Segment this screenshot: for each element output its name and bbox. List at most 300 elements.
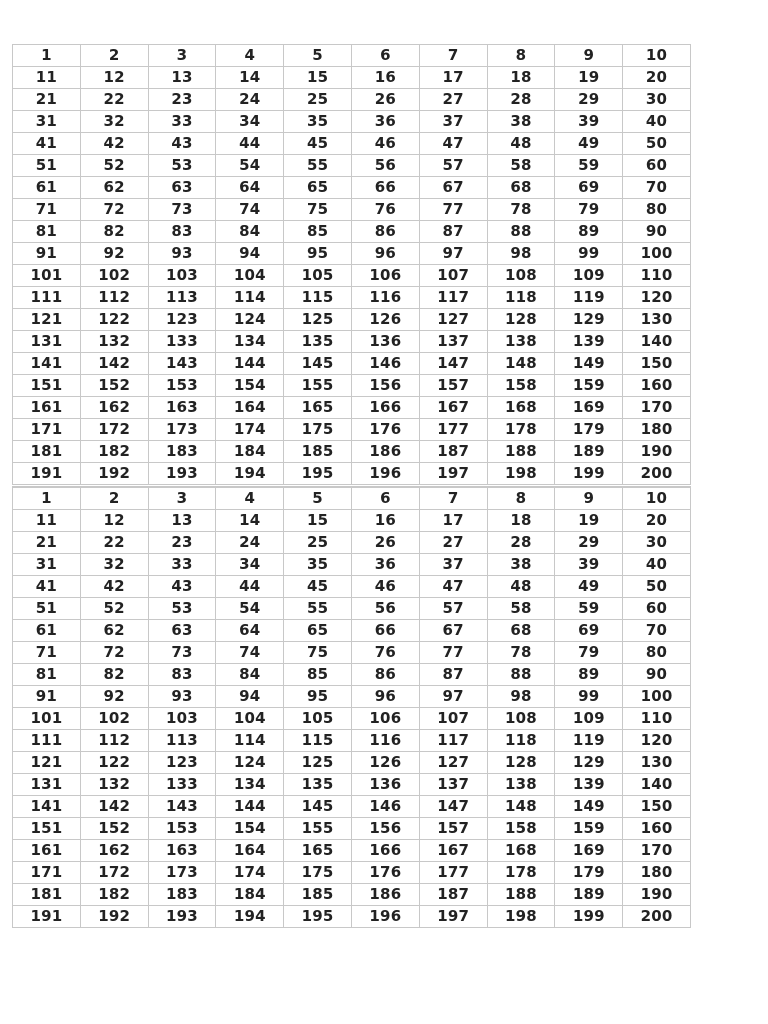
number-cell: 8 — [487, 487, 555, 510]
number-cell: 20 — [623, 67, 691, 89]
number-cell: 12 — [80, 67, 148, 89]
number-cell: 80 — [623, 642, 691, 664]
table-row — [13, 375, 691, 397]
number-cell: 40 — [623, 554, 691, 576]
table-row — [13, 708, 691, 730]
number-cell: 151 — [13, 375, 81, 397]
number-cell: 166 — [351, 840, 419, 862]
number-cell: 71 — [13, 199, 81, 221]
number-cell: 97 — [419, 686, 487, 708]
number-cell: 105 — [284, 708, 352, 730]
number-cell: 3 — [148, 487, 216, 510]
number-cell: 185 — [284, 441, 352, 463]
number-cell: 13 — [148, 510, 216, 532]
number-cell: 57 — [419, 598, 487, 620]
number-cell: 77 — [419, 642, 487, 664]
number-cell: 146 — [351, 353, 419, 375]
number-cell: 4 — [216, 487, 284, 510]
number-cell: 128 — [487, 309, 555, 331]
number-cell: 110 — [623, 265, 691, 287]
number-cell: 26 — [351, 532, 419, 554]
number-cell: 173 — [148, 419, 216, 441]
table-row — [13, 111, 691, 133]
number-cell: 163 — [148, 840, 216, 862]
number-cell: 86 — [351, 664, 419, 686]
table-row — [13, 664, 691, 686]
number-cell: 122 — [80, 752, 148, 774]
number-cell: 21 — [13, 89, 81, 111]
number-cell: 176 — [351, 419, 419, 441]
table-row — [13, 309, 691, 331]
number-cell: 42 — [80, 133, 148, 155]
number-cell: 186 — [351, 884, 419, 906]
number-cell: 176 — [351, 862, 419, 884]
number-cell: 60 — [623, 155, 691, 177]
number-cell: 71 — [13, 642, 81, 664]
number-cell: 162 — [80, 397, 148, 419]
number-cell: 134 — [216, 331, 284, 353]
number-cell: 9 — [555, 487, 623, 510]
number-cell: 108 — [487, 708, 555, 730]
number-cell: 182 — [80, 884, 148, 906]
number-cell: 11 — [13, 510, 81, 532]
number-cell: 95 — [284, 686, 352, 708]
number-cell: 31 — [13, 111, 81, 133]
number-cell: 40 — [623, 111, 691, 133]
number-cell: 29 — [555, 532, 623, 554]
number-cell: 22 — [80, 89, 148, 111]
number-cell: 33 — [148, 554, 216, 576]
number-cell: 137 — [419, 331, 487, 353]
number-cell: 26 — [351, 89, 419, 111]
number-cell: 15 — [284, 67, 352, 89]
number-cell: 60 — [623, 598, 691, 620]
number-cell: 110 — [623, 708, 691, 730]
number-cell: 53 — [148, 598, 216, 620]
number-cell: 131 — [13, 331, 81, 353]
number-cell: 7 — [419, 487, 487, 510]
number-cell: 24 — [216, 532, 284, 554]
number-cell: 75 — [284, 199, 352, 221]
number-cell: 80 — [623, 199, 691, 221]
number-cell: 138 — [487, 331, 555, 353]
number-cell: 47 — [419, 133, 487, 155]
number-cell: 123 — [148, 309, 216, 331]
number-cell: 193 — [148, 906, 216, 928]
number-cell: 61 — [13, 177, 81, 199]
number-cell: 10 — [623, 487, 691, 510]
number-cell: 52 — [80, 598, 148, 620]
number-cell: 39 — [555, 111, 623, 133]
number-cell: 46 — [351, 133, 419, 155]
number-cell: 119 — [555, 287, 623, 309]
number-cell: 85 — [284, 221, 352, 243]
number-cell: 17 — [419, 67, 487, 89]
number-cell: 48 — [487, 576, 555, 598]
number-cell: 78 — [487, 199, 555, 221]
number-cell: 49 — [555, 576, 623, 598]
number-cell: 54 — [216, 598, 284, 620]
number-cell: 92 — [80, 686, 148, 708]
number-cell: 115 — [284, 730, 352, 752]
number-cell: 177 — [419, 862, 487, 884]
table-row — [13, 331, 691, 353]
number-cell: 88 — [487, 664, 555, 686]
hundred-chart-table-1 — [12, 44, 691, 485]
table-row — [13, 287, 691, 309]
table-row — [13, 774, 691, 796]
number-cell: 175 — [284, 419, 352, 441]
number-cell: 188 — [487, 441, 555, 463]
number-cell: 90 — [623, 221, 691, 243]
number-cell: 84 — [216, 221, 284, 243]
table-row — [13, 199, 691, 221]
number-cell: 39 — [555, 554, 623, 576]
number-cell: 145 — [284, 353, 352, 375]
table-row — [13, 796, 691, 818]
number-cell: 111 — [13, 287, 81, 309]
table-row — [13, 67, 691, 89]
number-cell: 28 — [487, 532, 555, 554]
number-cell: 167 — [419, 397, 487, 419]
number-cell: 76 — [351, 642, 419, 664]
number-cell: 18 — [487, 510, 555, 532]
number-cell: 154 — [216, 818, 284, 840]
table-row — [13, 89, 691, 111]
number-cell: 43 — [148, 576, 216, 598]
number-cell: 121 — [13, 309, 81, 331]
number-cell: 24 — [216, 89, 284, 111]
number-cell: 113 — [148, 730, 216, 752]
number-cell: 186 — [351, 441, 419, 463]
number-cell: 96 — [351, 243, 419, 265]
number-cell: 70 — [623, 620, 691, 642]
table-row — [13, 397, 691, 419]
number-cell: 152 — [80, 375, 148, 397]
number-cell: 187 — [419, 441, 487, 463]
table-row — [13, 155, 691, 177]
number-cell: 9 — [555, 45, 623, 67]
number-cell: 65 — [284, 620, 352, 642]
number-cell: 83 — [148, 664, 216, 686]
number-cell: 149 — [555, 353, 623, 375]
number-cell: 83 — [148, 221, 216, 243]
number-cell: 129 — [555, 309, 623, 331]
number-cell: 165 — [284, 397, 352, 419]
number-cell: 67 — [419, 620, 487, 642]
number-cell: 117 — [419, 730, 487, 752]
number-cell: 64 — [216, 620, 284, 642]
number-cell: 4 — [216, 45, 284, 67]
number-cell: 132 — [80, 331, 148, 353]
number-cell: 22 — [80, 532, 148, 554]
number-cell: 120 — [623, 730, 691, 752]
number-cell: 94 — [216, 686, 284, 708]
number-cell: 196 — [351, 463, 419, 485]
number-cell: 66 — [351, 620, 419, 642]
number-cell: 143 — [148, 796, 216, 818]
number-cell: 200 — [623, 906, 691, 928]
number-cell: 157 — [419, 375, 487, 397]
table-row — [13, 906, 691, 928]
number-cell: 34 — [216, 111, 284, 133]
number-cell: 57 — [419, 155, 487, 177]
number-cell: 125 — [284, 309, 352, 331]
number-cell: 103 — [148, 265, 216, 287]
number-cell: 56 — [351, 598, 419, 620]
number-cell: 136 — [351, 774, 419, 796]
number-cell: 196 — [351, 906, 419, 928]
number-cell: 194 — [216, 463, 284, 485]
number-cell: 106 — [351, 265, 419, 287]
hundred-chart-table-2 — [12, 486, 691, 928]
number-cell: 33 — [148, 111, 216, 133]
number-cell: 65 — [284, 177, 352, 199]
number-cell: 173 — [148, 862, 216, 884]
number-cell: 84 — [216, 664, 284, 686]
number-cell: 79 — [555, 199, 623, 221]
table-row — [13, 620, 691, 642]
number-cell: 28 — [487, 89, 555, 111]
number-cell: 62 — [80, 620, 148, 642]
number-cell: 30 — [623, 89, 691, 111]
number-cell: 183 — [148, 441, 216, 463]
number-cell: 56 — [351, 155, 419, 177]
number-cell: 46 — [351, 576, 419, 598]
number-cell: 130 — [623, 752, 691, 774]
number-cell: 53 — [148, 155, 216, 177]
number-cell: 69 — [555, 620, 623, 642]
number-cell: 141 — [13, 796, 81, 818]
number-cell: 30 — [623, 532, 691, 554]
number-cell: 161 — [13, 840, 81, 862]
number-cell: 184 — [216, 884, 284, 906]
number-cell: 99 — [555, 686, 623, 708]
number-cell: 109 — [555, 708, 623, 730]
number-cell: 50 — [623, 576, 691, 598]
number-cell: 45 — [284, 576, 352, 598]
number-cell: 62 — [80, 177, 148, 199]
number-cell: 189 — [555, 441, 623, 463]
table-row — [13, 419, 691, 441]
number-cell: 126 — [351, 309, 419, 331]
number-cell: 108 — [487, 265, 555, 287]
table-row — [13, 133, 691, 155]
table-row — [13, 554, 691, 576]
number-cell: 89 — [555, 664, 623, 686]
number-cell: 148 — [487, 353, 555, 375]
number-cell: 17 — [419, 510, 487, 532]
number-cell: 5 — [284, 487, 352, 510]
number-cell: 34 — [216, 554, 284, 576]
number-cell: 154 — [216, 375, 284, 397]
number-cell: 112 — [80, 287, 148, 309]
number-cell: 64 — [216, 177, 284, 199]
number-cell: 183 — [148, 884, 216, 906]
number-cell: 171 — [13, 862, 81, 884]
number-cell: 38 — [487, 554, 555, 576]
number-cell: 101 — [13, 265, 81, 287]
number-cell: 36 — [351, 554, 419, 576]
number-cell: 32 — [80, 111, 148, 133]
number-cell: 103 — [148, 708, 216, 730]
table-row — [13, 243, 691, 265]
number-cell: 19 — [555, 67, 623, 89]
number-cell: 90 — [623, 664, 691, 686]
number-cell: 184 — [216, 441, 284, 463]
number-cell: 1 — [13, 45, 81, 67]
number-cell: 179 — [555, 419, 623, 441]
number-cell: 127 — [419, 752, 487, 774]
number-cell: 191 — [13, 906, 81, 928]
number-cell: 162 — [80, 840, 148, 862]
number-cell: 137 — [419, 774, 487, 796]
number-cell: 44 — [216, 133, 284, 155]
number-cell: 37 — [419, 111, 487, 133]
number-cell: 133 — [148, 331, 216, 353]
table-row — [13, 353, 691, 375]
number-cell: 136 — [351, 331, 419, 353]
number-cell: 78 — [487, 642, 555, 664]
number-cell: 190 — [623, 884, 691, 906]
number-cell: 200 — [623, 463, 691, 485]
number-cell: 171 — [13, 419, 81, 441]
number-cell: 179 — [555, 862, 623, 884]
number-cell: 159 — [555, 375, 623, 397]
number-cell: 148 — [487, 796, 555, 818]
number-cell: 198 — [487, 906, 555, 928]
number-cell: 82 — [80, 664, 148, 686]
number-cell: 13 — [148, 67, 216, 89]
number-cell: 181 — [13, 441, 81, 463]
number-cell: 158 — [487, 818, 555, 840]
number-cell: 146 — [351, 796, 419, 818]
number-cell: 87 — [419, 221, 487, 243]
number-cell: 109 — [555, 265, 623, 287]
number-cell: 151 — [13, 818, 81, 840]
number-cell: 152 — [80, 818, 148, 840]
number-cell: 199 — [555, 463, 623, 485]
number-cell: 66 — [351, 177, 419, 199]
number-cell: 193 — [148, 463, 216, 485]
table-row — [13, 642, 691, 664]
number-cell: 35 — [284, 554, 352, 576]
number-cell: 88 — [487, 221, 555, 243]
number-cell: 165 — [284, 840, 352, 862]
number-cell: 102 — [80, 265, 148, 287]
number-cell: 12 — [80, 510, 148, 532]
number-cell: 118 — [487, 287, 555, 309]
number-cell: 139 — [555, 331, 623, 353]
number-cell: 160 — [623, 818, 691, 840]
number-cell: 47 — [419, 576, 487, 598]
number-cell: 147 — [419, 796, 487, 818]
number-cell: 145 — [284, 796, 352, 818]
number-cell: 72 — [80, 642, 148, 664]
number-cell: 178 — [487, 862, 555, 884]
number-cell: 177 — [419, 419, 487, 441]
number-cell: 134 — [216, 774, 284, 796]
number-cell: 161 — [13, 397, 81, 419]
number-cell: 2 — [80, 487, 148, 510]
number-cell: 160 — [623, 375, 691, 397]
number-cell: 197 — [419, 906, 487, 928]
number-cell: 125 — [284, 752, 352, 774]
number-cell: 182 — [80, 441, 148, 463]
number-cell: 31 — [13, 554, 81, 576]
number-cell: 117 — [419, 287, 487, 309]
number-cell: 49 — [555, 133, 623, 155]
number-cell: 1 — [13, 487, 81, 510]
number-cell: 153 — [148, 818, 216, 840]
number-cell: 189 — [555, 884, 623, 906]
number-cell: 140 — [623, 331, 691, 353]
number-cell: 197 — [419, 463, 487, 485]
number-cell: 172 — [80, 419, 148, 441]
table-row — [13, 862, 691, 884]
number-cell: 126 — [351, 752, 419, 774]
number-cell: 76 — [351, 199, 419, 221]
number-cell: 96 — [351, 686, 419, 708]
number-cell: 67 — [419, 177, 487, 199]
number-cell: 114 — [216, 287, 284, 309]
number-cell: 51 — [13, 598, 81, 620]
number-cell: 100 — [623, 686, 691, 708]
number-cell: 81 — [13, 664, 81, 686]
number-cell: 116 — [351, 730, 419, 752]
number-cell: 95 — [284, 243, 352, 265]
number-cell: 115 — [284, 287, 352, 309]
number-cell: 68 — [487, 177, 555, 199]
number-cell: 89 — [555, 221, 623, 243]
number-cell: 194 — [216, 906, 284, 928]
number-cell: 73 — [148, 199, 216, 221]
number-cell: 5 — [284, 45, 352, 67]
number-cell: 41 — [13, 133, 81, 155]
number-cell: 178 — [487, 419, 555, 441]
number-cell: 192 — [80, 463, 148, 485]
table-row — [13, 510, 691, 532]
number-cell: 55 — [284, 598, 352, 620]
number-cell: 180 — [623, 862, 691, 884]
number-cell: 58 — [487, 155, 555, 177]
number-cell: 113 — [148, 287, 216, 309]
table-row — [13, 730, 691, 752]
number-cell: 43 — [148, 133, 216, 155]
number-cell: 191 — [13, 463, 81, 485]
number-cell: 36 — [351, 111, 419, 133]
number-cell: 15 — [284, 510, 352, 532]
number-cell: 158 — [487, 375, 555, 397]
number-cell: 132 — [80, 774, 148, 796]
number-cell: 170 — [623, 397, 691, 419]
number-cell: 20 — [623, 510, 691, 532]
number-cell: 19 — [555, 510, 623, 532]
number-chart-sheet — [12, 44, 680, 928]
number-cell: 128 — [487, 752, 555, 774]
table-row — [13, 265, 691, 287]
number-cell: 50 — [623, 133, 691, 155]
number-cell: 124 — [216, 309, 284, 331]
number-cell: 86 — [351, 221, 419, 243]
number-cell: 120 — [623, 287, 691, 309]
table-row — [13, 532, 691, 554]
table-row — [13, 221, 691, 243]
number-cell: 121 — [13, 752, 81, 774]
number-cell: 69 — [555, 177, 623, 199]
number-cell: 185 — [284, 884, 352, 906]
number-cell: 29 — [555, 89, 623, 111]
